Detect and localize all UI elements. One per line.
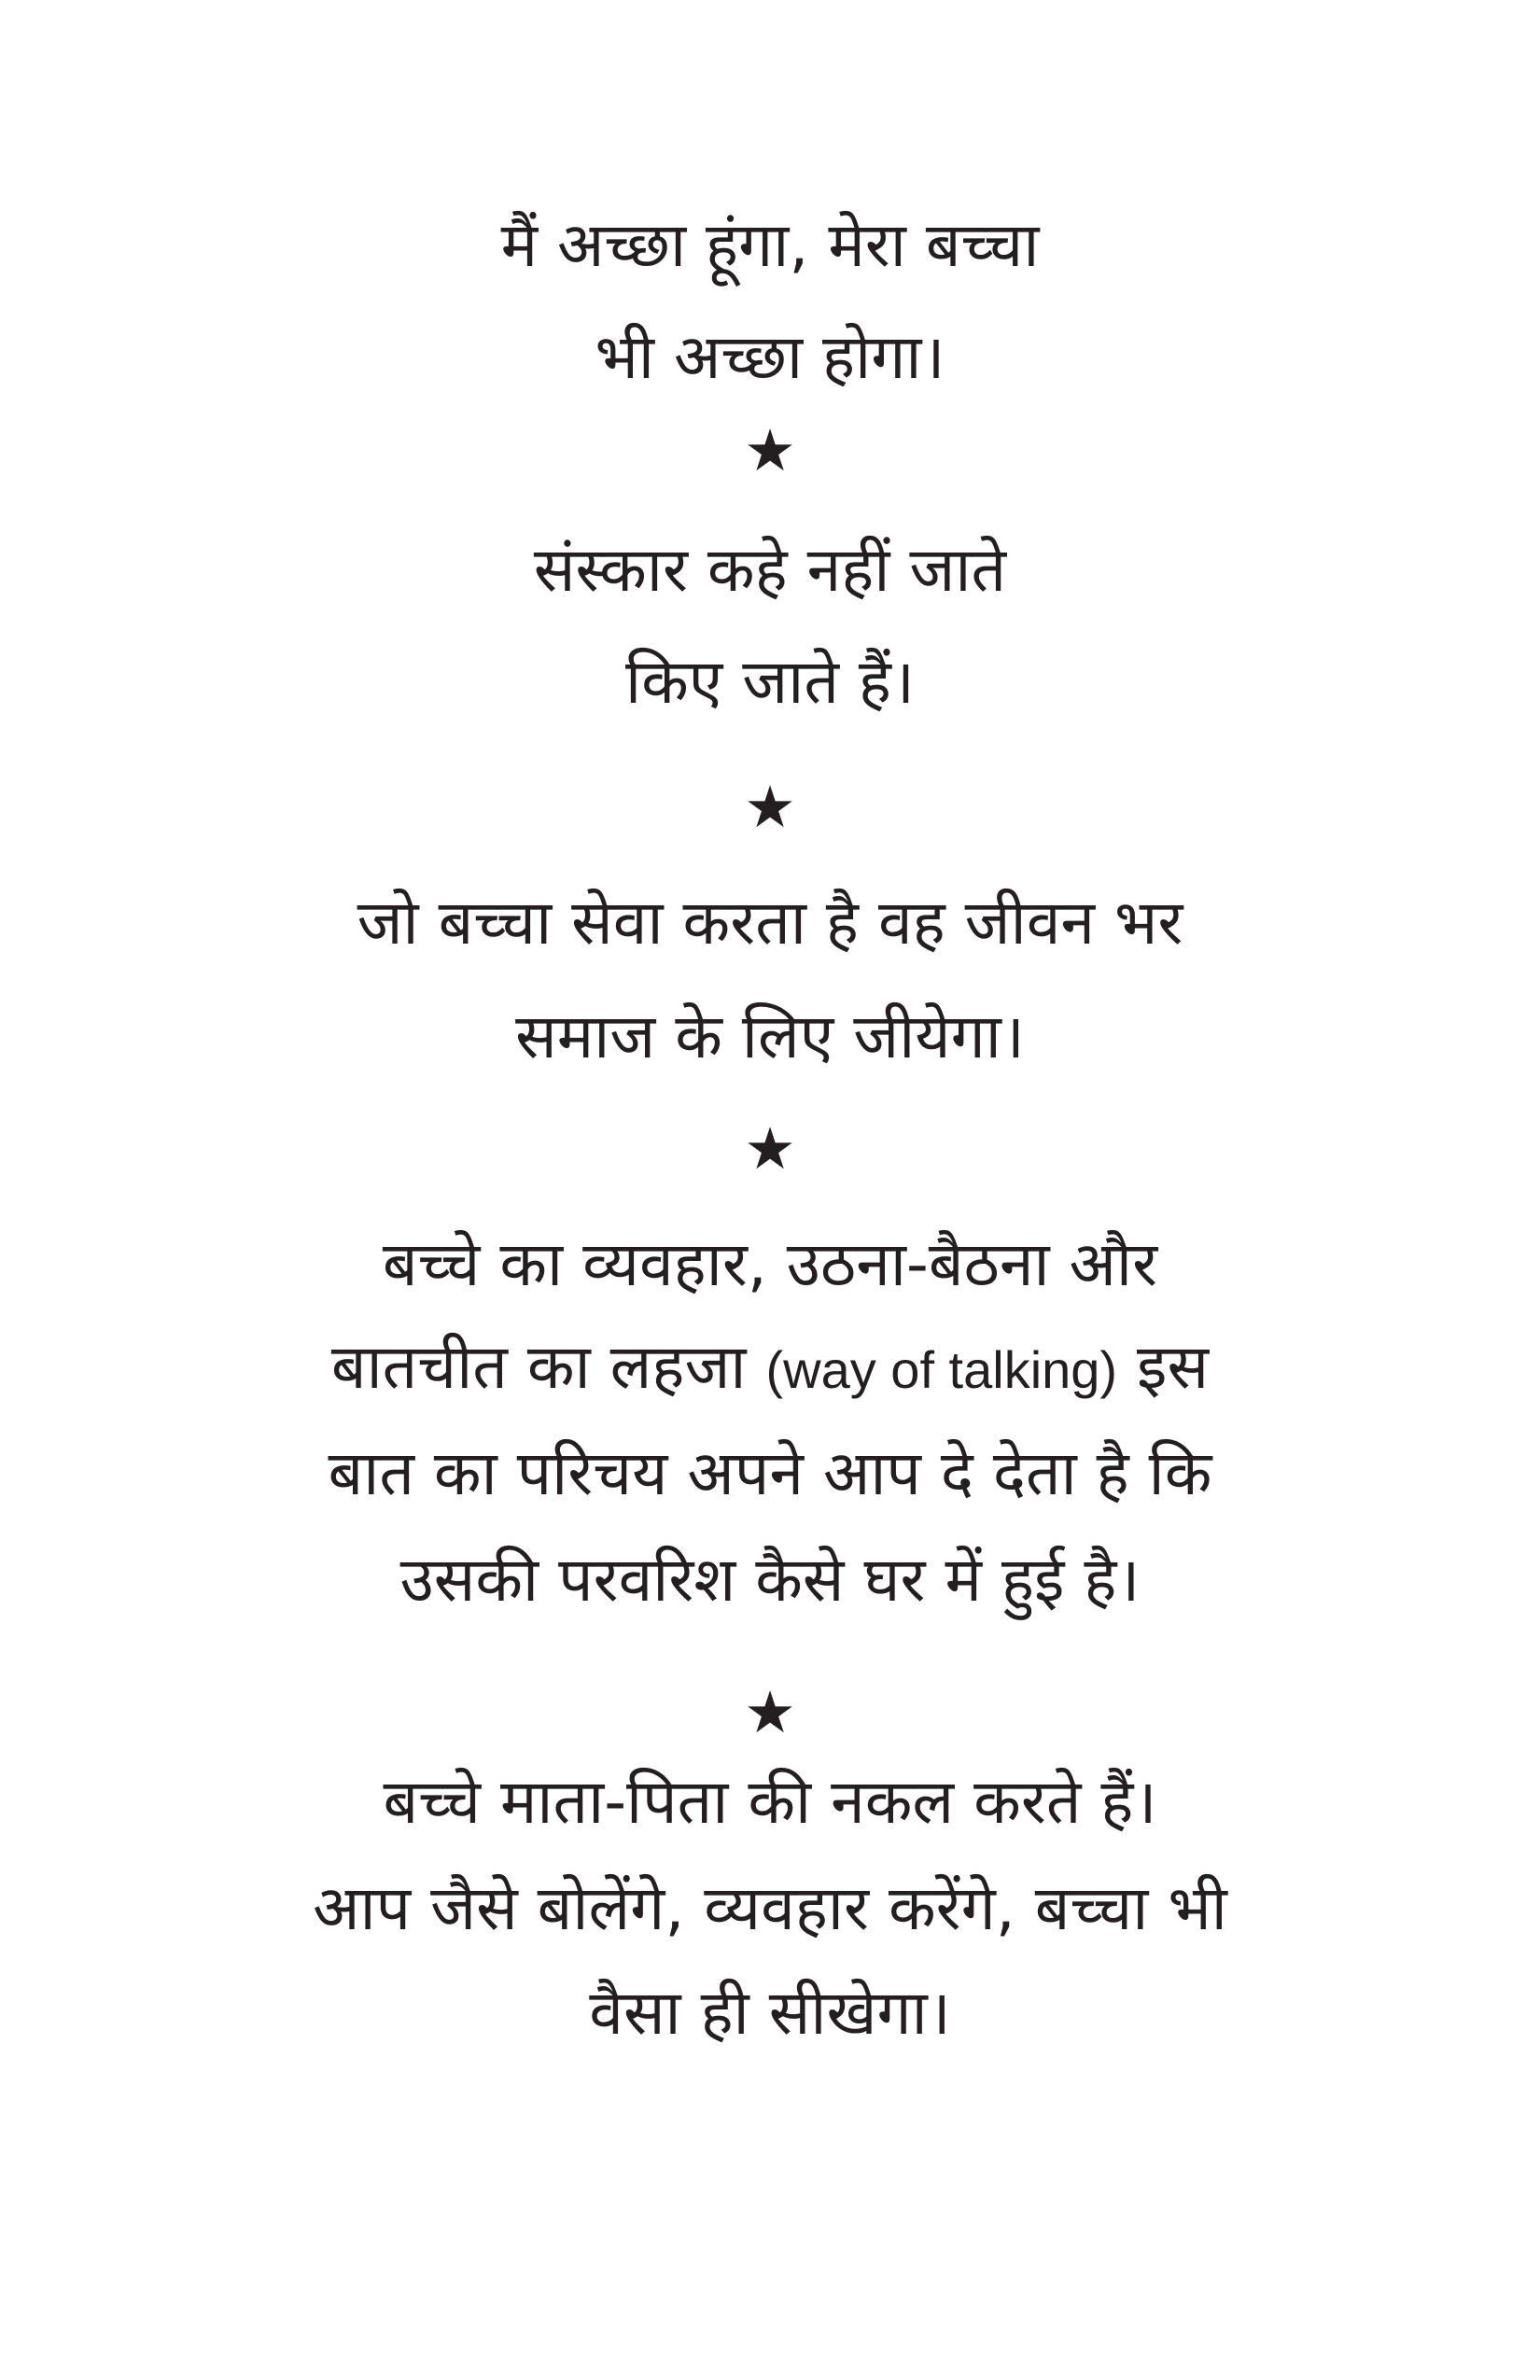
separator-star-icon: ★ [744, 773, 796, 841]
quote-4-line-4: उसकी परवरिश कैसे घर में हुई है। [399, 1544, 1141, 1616]
quote-4-line-2 [0, 1325, 1540, 1412]
separator-star-icon: ★ [744, 1678, 796, 1746]
quote-4-line-2-text-after: इस [1117, 1331, 1210, 1403]
quote-1-line-1: मैं अच्छा हूंगा, मेरा बच्चा [500, 209, 1040, 281]
quote-5-line-3: वैसा ही सीखेगा। [589, 1977, 951, 2049]
quote-2-line-1: संस्कार कहे नहीं जाते [533, 534, 1007, 606]
quote-3-line-1: जो बच्चा सेवा करता है वह जीवन भर [357, 887, 1183, 959]
quote-5-line-1: बच्चे माता-पिता की नकल करते हैं। [383, 1766, 1157, 1838]
separator-star-icon: ★ [744, 416, 796, 484]
quote-4-line-3: बात का परिचय अपने आप दे देता है कि [328, 1437, 1212, 1509]
quote-5-line-2: आप जैसे बोलेंगे, व्यवहार करेंगे, बच्चा भी [313, 1872, 1227, 1944]
separator-star-icon: ★ [744, 1114, 796, 1183]
quote-2-line-2: किए जाते हैं। [625, 646, 915, 718]
quote-3-line-2: समाज के लिए जीयेगा। [515, 1001, 1025, 1072]
quote-1-line-2: भी अच्छा होगा। [595, 321, 945, 393]
quote-4-english-gloss: (way of talking) [765, 1340, 1118, 1399]
quote-4-line-1: बच्चे का व्यवहार, उठना-बैठना और [382, 1228, 1158, 1300]
quote-4-line-2-text-before: बातचीत का लहजा [330, 1331, 766, 1403]
